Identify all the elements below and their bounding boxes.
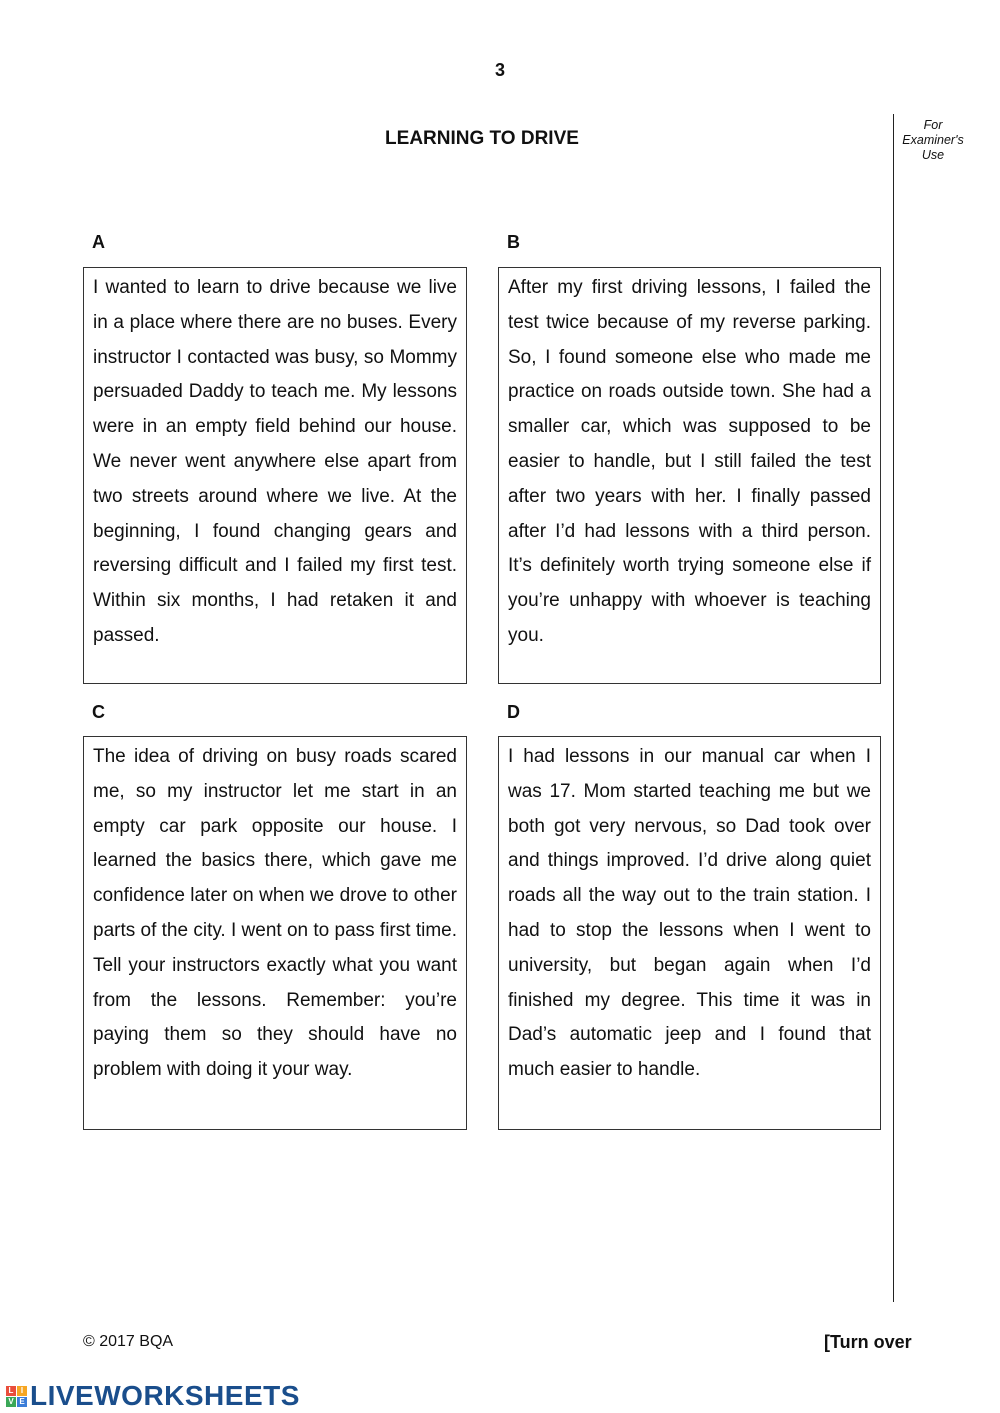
section-b-text: After my first driving lessons, I failed the test twice because of my reverse parking. So, I found someone else who made me practice on roads outside town. She had a smaller car, which was supposed to be easier to handle, but I still failed the test after two years with her. I finally passed after I’d had lessons with a third person. It’s definitely worth trying someone else if you’re unhappy with whoever is teaching you. bbox=[498, 267, 881, 684]
examiner-margin-rule bbox=[893, 114, 894, 1302]
liveworksheets-logo-icon bbox=[6, 1386, 27, 1407]
copyright-footer: © 2017 BQA bbox=[83, 1333, 174, 1350]
section-d-text: I had lessons in our manual car when I was 17. Mom started teaching me but we both got very nervous, so Dad took over and things improved. I’d drive along quiet roads all the way out to the train station. I had to stop the lessons when I went to university, but began again when I’d finished my degree. This time it was in Dad’s automatic jeep and I found that much easier to handle. bbox=[498, 736, 881, 1130]
section-b-label: B bbox=[507, 232, 520, 252]
section-c-text: The idea of driving on busy roads scared me, so my instructor let me start in an empty car park opposite our house. I learned the basics there, which gave me confidence later on when we drove to other parts of the city. I went on to pass first time. Tell your instructors exactly what you want from the lessons. Remember: you’re paying them so they should have no problem with doing it your way. bbox=[83, 736, 467, 1130]
logo-tile: L bbox=[6, 1386, 16, 1396]
brand-name: LIVEWORKSHEETS bbox=[30, 1380, 300, 1411]
liveworksheets-brand[interactable] bbox=[6, 1380, 300, 1412]
examiner-use-note: For Examiner's Use bbox=[902, 118, 964, 162]
page-title: LEARNING TO DRIVE bbox=[385, 128, 579, 149]
logo-tile: I bbox=[17, 1386, 27, 1396]
section-a-label: A bbox=[92, 232, 105, 252]
section-a-text: I wanted to learn to drive because we live in a place where there are no buses. Every instructor I contacted was busy, so Mommy persuaded Daddy to teach me. My lessons were in an empty field behind our house. We never went anywhere else apart from two streets around where we live. At the beginning, I found changing gears and reversing difficult and I failed my first test. Within six months, I had retaken it and passed. bbox=[83, 267, 467, 684]
section-c-label: C bbox=[92, 702, 105, 722]
logo-tile: E bbox=[17, 1397, 27, 1407]
section-d-label: D bbox=[507, 702, 520, 722]
page-number: 3 bbox=[494, 60, 505, 80]
turn-over-footer: [Turn over bbox=[824, 1332, 912, 1352]
logo-tile: V bbox=[6, 1397, 16, 1407]
